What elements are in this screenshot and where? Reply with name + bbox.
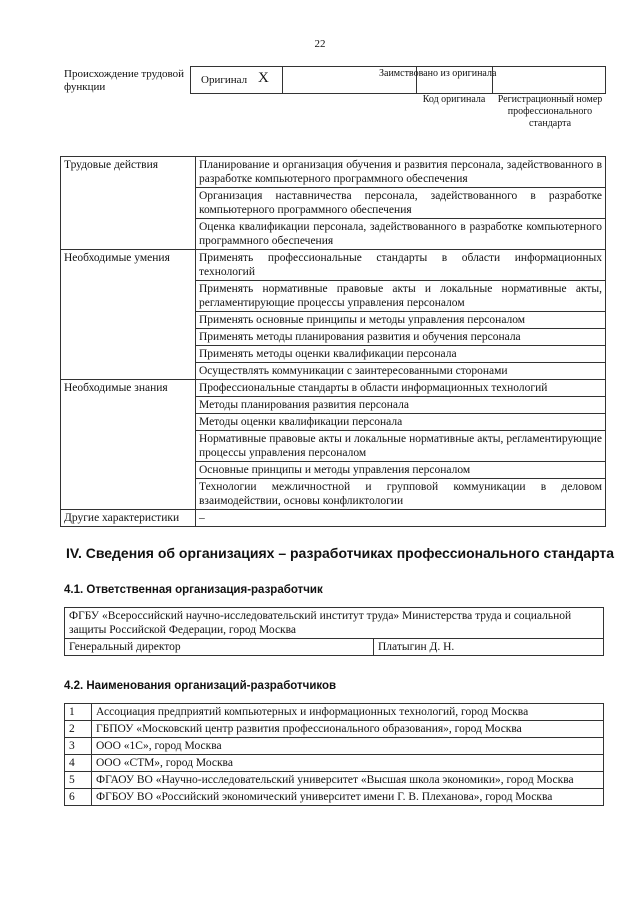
- row-header: Необходимые умения: [61, 250, 196, 380]
- code-caption: Код оригинала: [422, 94, 486, 105]
- table-row: [65, 704, 604, 721]
- responsible-org-table: [64, 607, 604, 656]
- table-cell: Планирование и организация обучения и развития персонала, задействованного в разработке компьютерного программного обеспечения: [196, 157, 606, 188]
- developer-number: 1: [65, 704, 92, 721]
- table-row: [65, 789, 604, 806]
- director-name: Платыгин Д. Н.: [374, 639, 604, 656]
- row-header: Необходимые знания: [61, 380, 196, 510]
- table-cell: Организация наставничества персонала, задействованного в разработке компьютерного программного обеспечения: [196, 188, 606, 219]
- section-title: IV. Сведения об организациях – разработчиках профессионального стандарта: [66, 545, 615, 561]
- row-header: Другие характеристики: [61, 510, 196, 527]
- developer-number: 3: [65, 738, 92, 755]
- developer-name: ООО «1С», город Москва: [92, 738, 604, 755]
- table-cell: Применять методы планирования развития и обучения персонала: [196, 329, 606, 346]
- table-cell: Нормативные правовые акты и локальные нормативные акты, регламентирующие процессы управления персоналом: [196, 431, 606, 462]
- developers-table: [64, 703, 604, 806]
- table-cell: Осуществлять коммуникации с заинтересованными сторонами: [196, 363, 606, 380]
- table-cell: Применять основные принципы и методы управления персоналом: [196, 312, 606, 329]
- table-row: [65, 772, 604, 789]
- code-cell: [417, 67, 493, 93]
- table-cell: Основные принципы и методы управления персоналом: [196, 462, 606, 479]
- table-row: [65, 755, 604, 772]
- subsection-title: 4.2. Наименования организаций-разработчиков: [64, 680, 337, 692]
- row-header: Трудовые действия: [61, 157, 196, 250]
- table-cell: Применять методы оценки квалификации персонала: [196, 346, 606, 363]
- reg-cell: [493, 67, 605, 93]
- borrowed-cell: [283, 67, 497, 93]
- table-cell: Применять нормативные правовые акты и локальные нормативные акты, регламентирующие процессы управления персоналом: [196, 281, 606, 312]
- developer-name: ООО «СТМ», город Москва: [92, 755, 604, 772]
- table-row: [61, 250, 606, 281]
- table-row: [65, 738, 604, 755]
- table-cell: Технологии межличностной и групповой коммуникации в деловом взаимодействии, основы конфликтологии: [196, 479, 606, 510]
- table-row: [61, 510, 606, 527]
- table-row: [61, 380, 606, 397]
- table-cell: Применять профессиональные стандарты в области информационных технологий: [196, 250, 606, 281]
- origin-label: Происхождение трудовой функции: [64, 68, 185, 93]
- developer-name: ФГАОУ ВО «Научно-исследовательский университет «Высшая школа экономики», город Москва: [92, 772, 604, 789]
- table-cell: –: [196, 510, 606, 527]
- subsection-title: 4.1. Ответственная организация-разработчик: [64, 584, 323, 596]
- developer-number: 5: [65, 772, 92, 789]
- table-row: [65, 639, 604, 656]
- developer-name: Ассоциация предприятий компьютерных и информационных технологий, город Москва: [92, 704, 604, 721]
- developer-number: 6: [65, 789, 92, 806]
- table-cell: Профессиональные стандарты в области информационных технологий: [196, 380, 606, 397]
- developer-name: ГБПОУ «Московский центр развития профессионального образования», город Москва: [92, 721, 604, 738]
- table-cell: Методы оценки квалификации персонала: [196, 414, 606, 431]
- table-row: [65, 721, 604, 738]
- borrowed-label: Заимствовано из оригинала: [379, 68, 497, 79]
- original-label: Оригинал: [201, 74, 248, 86]
- reg-caption: Регистрационный номер профессионального стандарта: [497, 94, 603, 129]
- table-row: [65, 608, 604, 639]
- director-title: Генеральный директор: [65, 639, 374, 656]
- origin-table: [190, 66, 606, 94]
- developer-number: 4: [65, 755, 92, 772]
- table-cell: Методы планирования развития персонала: [196, 397, 606, 414]
- page-number: 22: [314, 38, 326, 50]
- table-row: [61, 157, 606, 188]
- labor-function-table: [60, 156, 606, 527]
- responsible-org: ФГБУ «Всероссийский научно-исследовательский институт труда» Министерства труда и социальной защиты Российской Федерации, город Москва: [65, 608, 604, 639]
- developer-number: 2: [65, 721, 92, 738]
- original-cell: [191, 67, 283, 93]
- developer-name: ФГБОУ ВО «Российский экономический университет имени Г. В. Плеханова», город Москва: [92, 789, 604, 806]
- table-cell: Оценка квалификации персонала, задействованного в разработке компьютерного программного обеспечения: [196, 219, 606, 250]
- original-mark: X: [258, 70, 269, 86]
